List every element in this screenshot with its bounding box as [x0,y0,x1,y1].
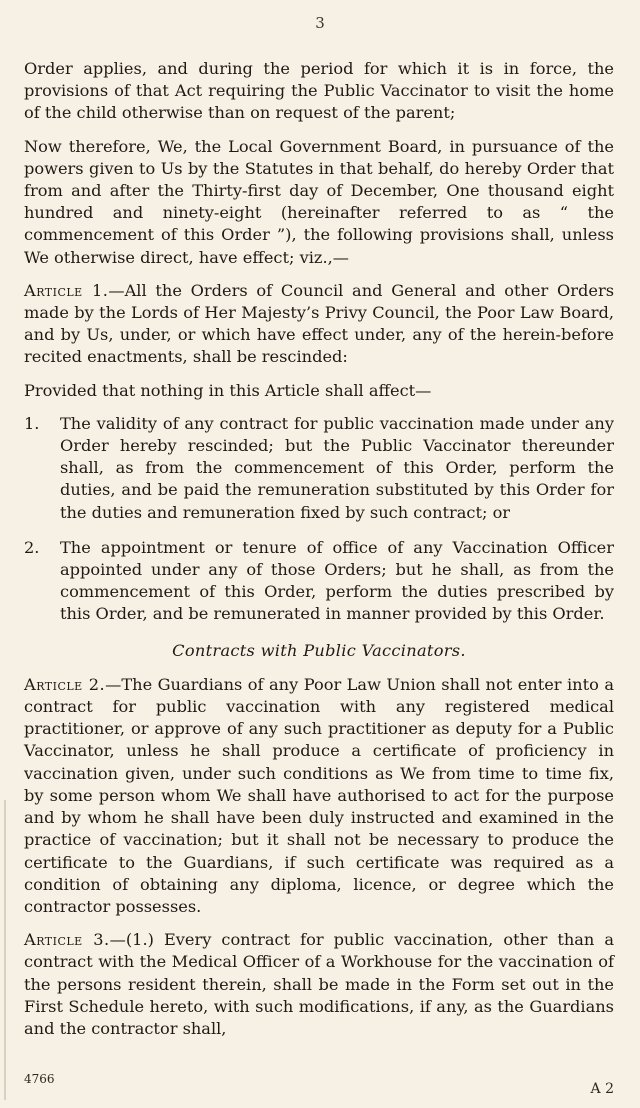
clause-text: The appointment or tenure of office of any Vaccination Officer appointed under any of those Orders; but he shall, as from the commencement of this Order, perform the duties prescribed by this Order, and be remunerated in manner provided by this Order. [60,537,614,624]
page-footer [24,1072,614,1102]
article-1-heading: Article 1. [24,280,109,300]
signature-mark: A 2 [590,1081,614,1097]
page-body [24,58,614,1051]
article-1 [24,280,614,369]
article-3 [24,929,614,1040]
proviso-paragraph: Provided that nothing in this Article shall affect— [24,380,432,400]
article-2 [24,674,614,918]
print-code: 4766 [24,1072,55,1086]
article-2-heading: Article 2. [24,674,106,694]
clause-number: 2. [24,537,40,557]
clause-number: 1. [24,413,40,433]
clause-text: The validity of any contract for public vaccination made under any Order hereby rescinded; but the Public Vaccinator thereunder shall, as from the commencement of this Order, perform the duties, and be paid the remuneration substituted by this Order for the duties and remuneration fixed by such contract; or [60,413,614,522]
proviso-clauses [24,413,614,626]
clause-item [24,413,614,524]
article-3-heading: Article 3. [24,930,110,950]
section-heading: Contracts with Public Vaccinators. [172,640,466,660]
article-3-body: —(1.) Every contract for public vaccination, other than a contract with the Medical Officer of a Workhouse for the vaccination of the persons resident therein, shall be made in the Form set out in the First Schedule hereto, with such modifications, if any, as the Guardians and the contractor shall, [24,930,614,1038]
article-1-body: —All the Orders of Council and General and other Orders made by the Lords of Her Majesty’s Privy Council, the Poor Law Board, and by Us, under, or which have effect under, any of the herein-before recited enactments, shall be rescinded: [24,280,615,367]
page-number: 3 [315,14,325,32]
paragraph-preamble-end: Order applies, and during the period for which it is in force, the provisions of that Act requiring the Public Vaccinator to visit the home of the child otherwise than on request of the parent; [24,59,614,123]
margin-rule [4,800,6,1100]
clause-item [24,537,614,626]
article-2-body: —The Guardians of any Poor Law Union shall not enter into a contract for public vaccination with any registered medical practitioner, or approve of any such practitioner as deputy for a Public Vaccinator, unless he shall produce a certificate of proficiency in vaccination given, under such conditions as We from time to time fix, by some person whom We shall have authorised to act for the purpose and by whom he shall have been duly instructed and examined in the practice of vaccination; but it shall not be necessary to produce the certificate to the Guardians, if such certificate was required as a condition of obtaining any diploma, licence, or degree which the contractor possesses. [24,674,614,916]
paragraph-now-therefore: Now therefore, We, the Local Government Board, in pursuance of the powers given to Us by the Statutes in that behalf, do hereby Order that from and after the Thirty-first day of December, One thousand eight hundred and ninety-eight (hereinafter referred to as “ the commencement of this Order ”), the following provisions shall, unless We otherwise direct, have effect; viz.,— [24,136,614,267]
